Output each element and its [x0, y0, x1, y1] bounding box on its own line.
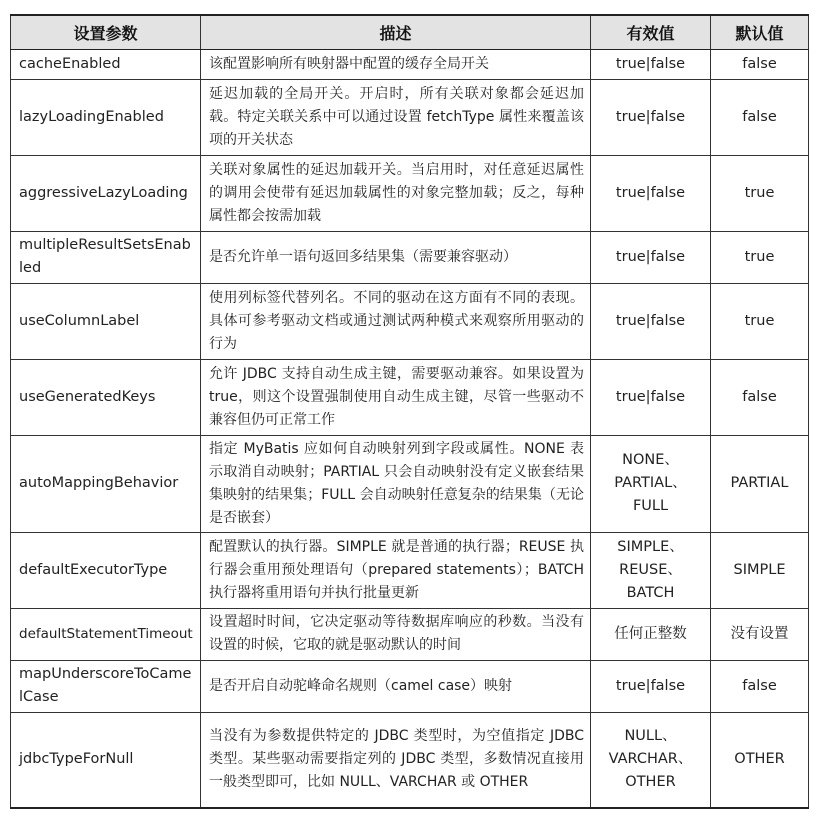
valid-text: true|false [615, 388, 686, 405]
table-row [11, 660, 809, 712]
param-default: true [711, 283, 809, 359]
param-desc: 延迟加载的全局开关。开启时，所有关联对象都会延迟加载。特定关联关系中可以通过设置 fetchType 属性来覆盖该项的开关状态 [201, 79, 591, 155]
param-name: jdbcTypeForNull [11, 712, 201, 808]
param-desc: 使用列标签代替列名。不同的驱动在这方面有不同的表现。具体可参考驱动文档或通过测试两种模式来观察所用驱动的行为 [201, 283, 591, 359]
table-row [11, 231, 809, 283]
table-row [11, 712, 809, 808]
param-default: true [711, 231, 809, 283]
mybatis-settings-table [10, 14, 809, 809]
table-row [11, 79, 809, 155]
table-row [11, 283, 809, 359]
param-default: false [711, 660, 809, 712]
param-desc: 当没有为参数提供特定的 JDBC 类型时，为空值指定 JDBC 类型。某些驱动需要指定列的 JDBC 类型，多数情况直接用一般类型即可，比如 NULL、VARCHAR 或 OTHER [201, 712, 591, 808]
param-valid [591, 712, 711, 808]
param-valid [591, 660, 711, 712]
param-desc: 允许 JDBC 支持自动生成主键，需要驱动兼容。如果设置为 true，则这个设置强制使用自动生成主键，尽管一些驱动不兼容但仍可正常工作 [201, 359, 591, 435]
param-name: aggressiveLazyLoading [11, 155, 201, 231]
table-row [11, 49, 809, 79]
param-desc: 是否开启自动驼峰命名规则（camel case）映射 [201, 660, 591, 712]
param-valid [591, 231, 711, 283]
param-valid [591, 532, 711, 608]
table-header-row [11, 15, 809, 49]
valid-text: true|false [615, 248, 686, 265]
table-row [11, 608, 809, 660]
param-default: false [711, 359, 809, 435]
param-valid [591, 359, 711, 435]
param-name: multipleResultSetsEnabled [11, 231, 201, 283]
param-name: autoMappingBehavior [11, 435, 201, 532]
param-default: false [711, 49, 809, 79]
param-valid [591, 49, 711, 79]
param-valid [591, 283, 711, 359]
valid-text: true|false [615, 312, 686, 329]
header-param: 设置参数 [11, 15, 201, 49]
valid-text: true|false [615, 184, 686, 201]
valid-text: SIMPLE、 REUSE、 BATCH [617, 538, 684, 601]
valid-text: true|false [615, 677, 686, 694]
param-desc: 该配置影响所有映射器中配置的缓存全局开关 [201, 49, 591, 79]
valid-text: true|false [615, 55, 686, 72]
param-default: PARTIAL [711, 435, 809, 532]
table-row [11, 435, 809, 532]
valid-text: 任何正整数 [614, 625, 687, 642]
header-desc: 描述 [201, 15, 591, 49]
param-name: useColumnLabel [11, 283, 201, 359]
header-default: 默认值 [711, 15, 809, 49]
valid-text: NULL、 VARCHAR、 OTHER [608, 728, 693, 791]
valid-text: NONE、 PARTIAL、 FULL [614, 452, 687, 514]
param-default: 没有设置 [711, 608, 809, 660]
table-row [11, 359, 809, 435]
param-name: defaultExecutorType [11, 532, 201, 608]
param-desc: 设置超时时间，它决定驱动等待数据库响应的秒数。当没有设置的时候，它取的就是驱动默认的时间 [201, 608, 591, 660]
param-desc: 指定 MyBatis 应如何自动映射列到字段或属性。NONE 表示取消自动映射；PARTIAL 只会自动映射没有定义嵌套结果集映射的结果集；FULL 会自动映射任意复杂的结果集（无论是否嵌套） [201, 435, 591, 532]
param-valid [591, 79, 711, 155]
param-valid [591, 608, 711, 660]
param-default: false [711, 79, 809, 155]
param-desc: 配置默认的执行器。SIMPLE 就是普通的执行器；REUSE 执行器会重用预处理语句（prepared statements）；BATCH 执行器将重用语句并执行批量更新 [201, 532, 591, 608]
header-valid: 有效值 [591, 15, 711, 49]
param-default: SIMPLE [711, 532, 809, 608]
table-row [11, 532, 809, 608]
param-name: lazyLoadingEnabled [11, 79, 201, 155]
param-desc: 关联对象属性的延迟加载开关。当启用时，对任意延迟属性的调用会使带有延迟加载属性的对象完整加载；反之，每种属性都会按需加载 [201, 155, 591, 231]
param-valid [591, 155, 711, 231]
param-valid [591, 435, 711, 532]
param-desc: 是否允许单一语句返回多结果集（需要兼容驱动） [201, 231, 591, 283]
settings-table-container [10, 14, 808, 809]
param-name: cacheEnabled [11, 49, 201, 79]
valid-text: true|false [615, 108, 686, 125]
param-name: useGeneratedKeys [11, 359, 201, 435]
param-name: defaultStatementTimeout [11, 608, 201, 660]
param-default: OTHER [711, 712, 809, 808]
param-name: mapUnderscoreToCamelCase [11, 660, 201, 712]
param-default: true [711, 155, 809, 231]
table-row [11, 155, 809, 231]
